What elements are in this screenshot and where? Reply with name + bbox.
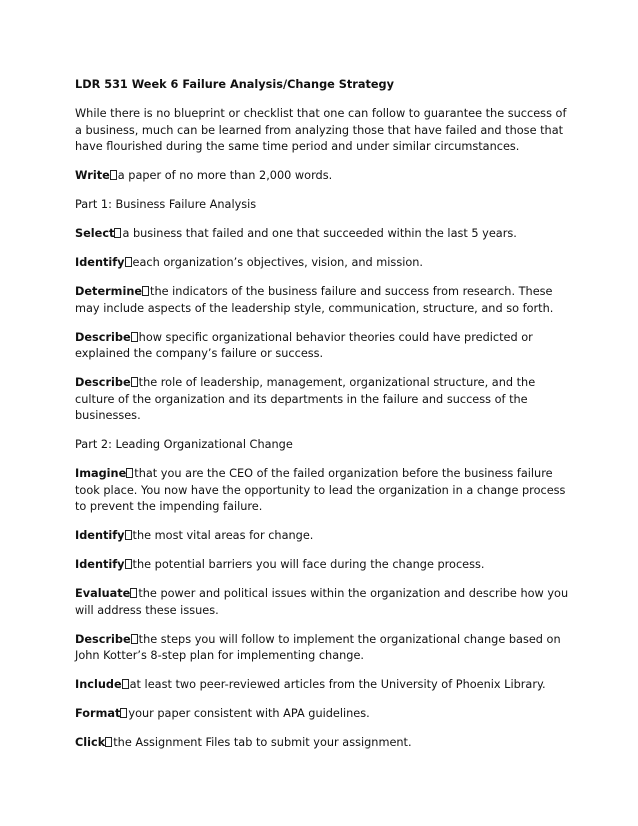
instruction-keyword: Determine xyxy=(75,285,143,298)
instruction-keyword: Click xyxy=(75,736,106,749)
instruction-keyword: Include xyxy=(75,678,122,691)
instruction-write xyxy=(75,168,575,185)
instruction-item xyxy=(75,586,575,619)
instruction-text: at least two peer-reviewed articles from the University of Phoenix Library. xyxy=(129,678,546,691)
checkbox-glyph-icon xyxy=(125,530,132,540)
checkbox-glyph-icon xyxy=(122,679,129,689)
checkbox-glyph-icon xyxy=(131,377,138,387)
instruction-text: the steps you will follow to implement the organizational change based on John Kotter’s 8-step plan for implementing change. xyxy=(75,632,561,662)
instruction-item xyxy=(75,330,575,363)
instruction-text: the power and political issues within the organization and describe how you will address these issues. xyxy=(75,587,569,617)
instruction-text: the potential barriers you will face during the change process. xyxy=(132,558,485,571)
checkbox-glyph-icon xyxy=(105,737,112,747)
instruction-item xyxy=(75,632,575,665)
instruction-item xyxy=(75,735,575,752)
instruction-text: how specific organizational behavior theories could have predicted or explained the company’s failure or success. xyxy=(75,330,533,360)
instruction-item xyxy=(75,528,575,545)
part1-heading: Part 1: Business Failure Analysis xyxy=(75,198,257,211)
instruction-keyword: Imagine xyxy=(75,467,127,480)
checkbox-glyph-icon xyxy=(126,468,133,478)
instruction-text: a business that failed and one that succeeded within the last 5 years. xyxy=(122,227,517,240)
instruction-item xyxy=(75,226,575,243)
instruction-item xyxy=(75,255,575,272)
checkbox-glyph-icon xyxy=(142,286,149,296)
instruction-text: the role of leadership, management, organizational structure, and the culture of the organization and its departments in the failure and success of the businesses. xyxy=(75,376,536,422)
instruction-text: each organization’s objectives, vision, and mission. xyxy=(132,256,424,269)
instruction-item xyxy=(75,557,575,574)
instruction-keyword: Identify xyxy=(75,558,125,571)
checkbox-glyph-icon xyxy=(131,634,138,644)
instruction-item xyxy=(75,284,575,317)
instruction-keyword: Select xyxy=(75,227,115,240)
checkbox-glyph-icon xyxy=(125,559,132,569)
instruction-text: the most vital areas for change. xyxy=(132,529,314,542)
instruction-text: the indicators of the business failure and success from research. These may include aspects of the leadership style, communication, structure, and so forth. xyxy=(75,285,554,315)
instruction-keyword: Identify xyxy=(75,529,125,542)
instruction-text: the Assignment Files tab to submit your assignment. xyxy=(113,736,412,749)
instruction-item xyxy=(75,677,575,694)
instruction-text: that you are the CEO of the failed organization before the business failure took place. You now have the opportunity to lead the organization in a change process to prevent the impending failure. xyxy=(75,467,566,513)
instruction-keyword: Write xyxy=(75,169,110,182)
document-title: LDR 531 Week 6 Failure Analysis/Change Strategy xyxy=(75,78,394,91)
document-page xyxy=(75,77,575,764)
instruction-keyword: Describe xyxy=(75,330,131,344)
instruction-text: your paper consistent with APA guidelines. xyxy=(128,707,370,720)
instruction-text: a paper of no more than 2,000 words. xyxy=(117,169,333,182)
checkbox-glyph-icon xyxy=(120,708,127,718)
instruction-keyword: Evaluate xyxy=(75,587,131,600)
instruction-item xyxy=(75,375,575,425)
part2-heading: Part 2: Leading Organizational Change xyxy=(75,438,293,451)
instruction-keyword: Describe xyxy=(75,632,131,646)
instruction-keyword: Describe xyxy=(75,376,131,389)
instruction-keyword: Identify xyxy=(75,256,125,269)
checkbox-glyph-icon xyxy=(114,228,121,238)
checkbox-glyph-icon xyxy=(110,170,117,180)
instruction-item xyxy=(75,466,575,516)
instruction-item xyxy=(75,706,575,723)
checkbox-glyph-icon xyxy=(130,588,137,598)
checkbox-glyph-icon xyxy=(131,332,138,342)
checkbox-glyph-icon xyxy=(125,257,132,267)
intro-paragraph: While there is no blueprint or checklist that one can follow to guarantee the success of a business, much can be learned from analyzing those that have failed and those that have flourished during the same time period and under similar circumstances. xyxy=(75,107,567,153)
instruction-keyword: Format xyxy=(75,707,121,720)
